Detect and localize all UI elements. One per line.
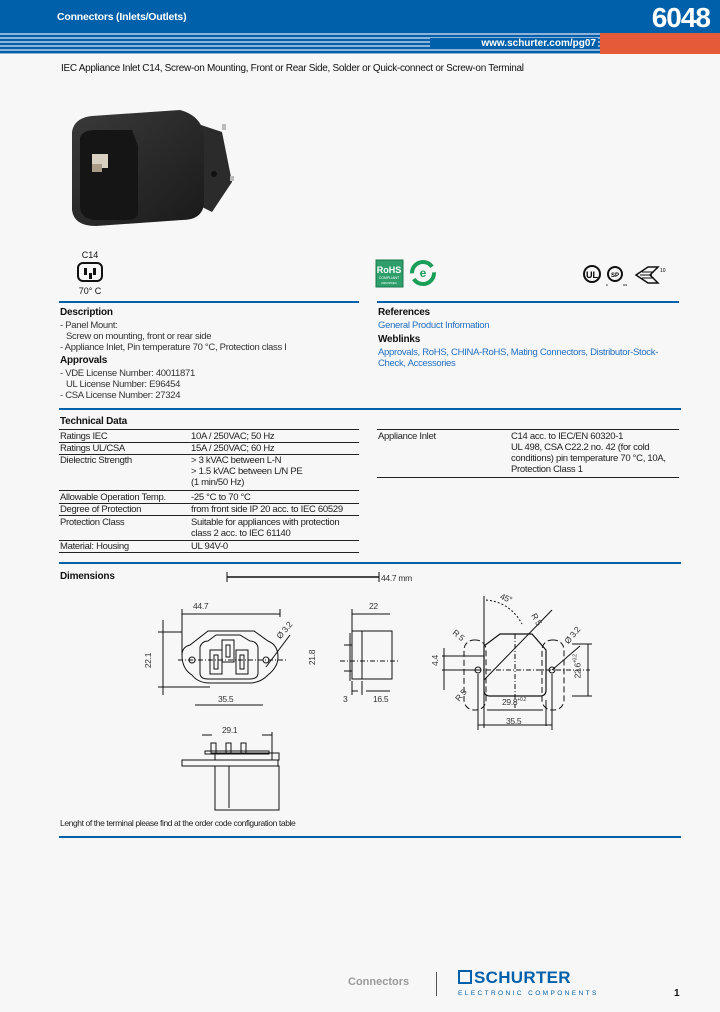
dim-cutout-hole: Ø 3.2 [562, 624, 583, 646]
c14-label: C14 [81, 250, 99, 260]
approval-line: - VDE License Number: 40011871 [60, 368, 195, 379]
dimensions-caption: Lenght of the terminal please find at the order code configuration table [60, 818, 296, 828]
dim-cutout-width: $29.8^{+0.2}$ [502, 696, 527, 707]
table-rule [59, 429, 359, 430]
enec-icon [636, 267, 666, 283]
dim-side-height: 21.8 [307, 649, 318, 666]
weblinks-line[interactable]: Check, Accessories [378, 358, 456, 369]
approval-line: - CSA License Number: 27324 [60, 390, 181, 401]
svg-text:us: us [623, 282, 628, 287]
approvals-heading: Approvals [60, 355, 108, 366]
divider [59, 836, 681, 838]
svg-text:c: c [606, 282, 608, 287]
svg-text:UL: UL [586, 270, 598, 280]
footer-separator [436, 972, 437, 996]
dim-radius: R 5 [452, 687, 469, 704]
dim-angle: 45° [498, 591, 514, 605]
table-rule [377, 429, 679, 430]
divider [59, 408, 681, 410]
product-url-link[interactable]: www.schurter.com/pg07 [430, 38, 598, 49]
dim-body: 16.5 [373, 694, 389, 704]
rohs-icon [376, 260, 403, 287]
accent-bar [600, 33, 720, 54]
svg-text:2002/95/EC: 2002/95/EC [381, 281, 397, 285]
dim-cutout-height: $22.6^{+0.2}$ [572, 654, 583, 679]
approval-logos [582, 264, 682, 288]
svg-text:SP: SP [610, 273, 620, 279]
c14-inlet-icon [77, 262, 103, 282]
divider [59, 562, 681, 564]
dim-flange: 3 [343, 694, 348, 704]
category-title: Connectors (Inlets/Outlets) [57, 11, 187, 23]
svg-text:e: e [419, 266, 427, 280]
divider [377, 301, 679, 303]
scale-label: 44.7 mm [381, 573, 412, 583]
references-heading: References [378, 307, 430, 318]
description-line: Screw on mounting, front or rear side [66, 331, 212, 342]
schurter-logo: SCHURTER [458, 968, 571, 988]
dim-depth: 22 [369, 601, 378, 611]
weblinks-line[interactable]: Approvals, RoHS, CHINA-RoHS, Mating Connectors, Distributor-Stock- [378, 347, 659, 358]
dim-terminal-spacing: 29.1 [222, 725, 238, 735]
description-heading: Description [60, 307, 113, 318]
brand-subtitle: ELECTRONIC COMPONENTS [458, 990, 599, 997]
dimensions-heading: Dimensions [60, 571, 115, 582]
technical-data-heading: Technical Data [60, 416, 128, 427]
dim-cutout-spacing: 35.5 [506, 716, 522, 726]
schurter-logo-icon [458, 970, 472, 984]
csa-icon [606, 267, 627, 287]
product-number: 6048 [651, 2, 710, 33]
product-photo [62, 102, 242, 230]
china-rohs-icon [412, 262, 434, 284]
divider [59, 301, 359, 303]
ul-icon [584, 266, 600, 282]
approval-line: UL License Number: E96454 [66, 379, 181, 390]
rohs-china-rohs-logos [375, 259, 445, 289]
dim-offset: 4.4 [429, 655, 440, 666]
dim-hole: Ø 3.2 [274, 619, 295, 641]
description-line: - Appliance Inlet, Pin temperature 70 °C, Protection class I [60, 342, 287, 353]
bottom-view-drawing [180, 720, 300, 812]
weblinks-heading: Weblinks [378, 334, 421, 345]
product-title: IEC Appliance Inlet C14, Screw-on Mounting, Front or Rear Side, Solder or Quick-connect or Screw-on Terminal [61, 63, 524, 74]
side-view-drawing [330, 595, 400, 705]
dim-radius: R 5 [450, 627, 467, 643]
dim-radius: R 5 [529, 611, 545, 628]
general-product-info-link[interactable]: General Product Information [378, 320, 490, 331]
c14-symbol [75, 250, 105, 296]
svg-text:RoHS: RoHS [376, 265, 402, 275]
svg-text:COMPLIANT: COMPLIANT [378, 276, 400, 280]
panel-cutout-drawing [430, 590, 620, 730]
footer-category: Connectors [348, 976, 410, 988]
dim-height: 22.1 [143, 652, 154, 669]
c14-temp: 70° C [78, 286, 102, 296]
dim-width: 44.7 [193, 601, 209, 611]
svg-text:10: 10 [660, 268, 666, 274]
page-number: 1 [674, 988, 680, 999]
dim-hole-spacing: 35.5 [218, 694, 234, 704]
description-line: - Panel Mount: [60, 320, 118, 331]
